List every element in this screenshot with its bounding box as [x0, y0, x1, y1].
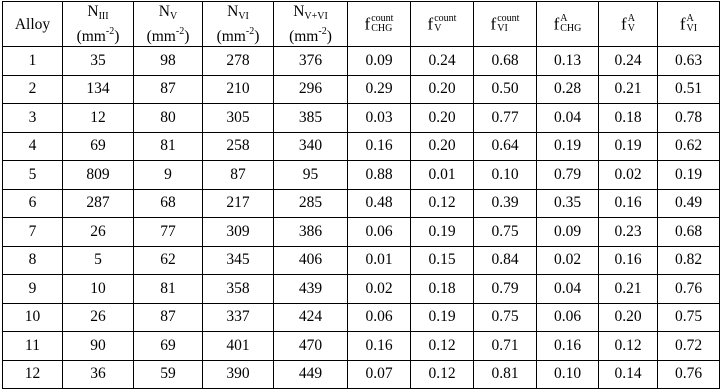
cell-n-v-vi: 406	[274, 246, 348, 275]
cell-n-iii: 69	[63, 132, 134, 161]
cell-f-a-chg: 0.02	[537, 246, 599, 275]
symbol: N	[87, 3, 99, 20]
cell-f-count-vi: 0.81	[474, 360, 537, 389]
cell-f-count-v: 0.15	[411, 246, 474, 275]
superscript: A	[560, 13, 568, 24]
cell-f-count-vi: 0.68	[474, 47, 537, 76]
cell-f-count-vi: 0.64	[474, 132, 537, 161]
cell-f-count-v: 0.18	[411, 275, 474, 304]
cell-f-count-chg: 0.16	[348, 332, 411, 361]
cell-alloy: 10	[3, 303, 63, 332]
subscript: V	[434, 23, 442, 34]
cell-f-a-v: 0.20	[599, 303, 658, 332]
cell-n-iii: 809	[63, 161, 134, 190]
cell-n-vi: 87	[203, 161, 274, 190]
col-header-n-v-vi	[274, 2, 348, 47]
cell-n-v: 81	[134, 132, 203, 161]
cell-f-a-vi: 0.51	[658, 75, 720, 104]
cell-n-vi: 305	[203, 104, 274, 133]
index-stack	[371, 14, 393, 34]
index-stack	[687, 14, 698, 34]
cell-f-a-vi: 0.68	[658, 218, 720, 247]
cell-alloy: 5	[3, 161, 63, 190]
cell-n-v: 87	[134, 303, 203, 332]
cell-f-count-chg: 0.48	[348, 189, 411, 218]
cell-n-v: 81	[134, 275, 203, 304]
symbol: N	[158, 3, 170, 20]
cell-n-v-vi: 340	[274, 132, 348, 161]
cell-f-count-vi: 0.77	[474, 104, 537, 133]
cell-n-iii: 26	[63, 303, 134, 332]
col-header-n-vi	[203, 2, 274, 47]
subscript: VI	[238, 11, 249, 22]
col-header-n-v	[134, 2, 203, 47]
table-row	[3, 104, 720, 133]
cell-n-vi: 358	[203, 275, 274, 304]
symbol: N	[227, 3, 239, 20]
table-row	[3, 360, 720, 389]
symbol: f	[679, 14, 686, 34]
cell-f-count-v: 0.20	[411, 104, 474, 133]
cell-n-v-vi: 95	[274, 161, 348, 190]
cell-n-iii: 90	[63, 332, 134, 361]
symbol: f	[621, 14, 627, 34]
cell-n-v: 62	[134, 246, 203, 275]
cell-n-vi: 278	[203, 47, 274, 76]
cell-f-count-chg: 0.88	[348, 161, 411, 190]
col-header-f-count-v	[411, 2, 474, 47]
unit-close: )	[254, 28, 260, 45]
cell-alloy: 3	[3, 104, 63, 133]
cell-n-v-vi: 449	[274, 360, 348, 389]
index-stack	[434, 14, 456, 34]
table-row	[3, 161, 720, 190]
header-row	[3, 2, 720, 47]
cell-f-a-chg: 0.10	[537, 360, 599, 389]
cell-f-a-chg: 0.16	[537, 332, 599, 361]
cell-f-a-vi: 0.78	[658, 104, 720, 133]
symbol: f	[427, 14, 434, 34]
table-row	[3, 246, 720, 275]
exponent: -2	[175, 26, 185, 37]
cell-n-iii: 35	[63, 47, 134, 76]
cell-n-v: 77	[134, 218, 203, 247]
cell-f-a-chg: 0.04	[537, 104, 599, 133]
cell-f-a-chg: 0.79	[537, 161, 599, 190]
cell-n-v-vi: 285	[274, 189, 348, 218]
table-row	[3, 303, 720, 332]
cell-f-count-v: 0.19	[411, 218, 474, 247]
cell-f-a-vi: 0.76	[658, 275, 720, 304]
col-header-alloy: Alloy	[3, 2, 63, 47]
cell-f-a-v: 0.16	[599, 246, 658, 275]
cell-n-v: 69	[134, 332, 203, 361]
cell-n-v: 9	[134, 161, 203, 190]
data-table	[2, 1, 720, 389]
table-row	[3, 332, 720, 361]
cell-f-count-vi: 0.84	[474, 246, 537, 275]
cell-n-v-vi: 385	[274, 104, 348, 133]
unit-close: )	[114, 28, 120, 45]
cell-f-a-chg: 0.04	[537, 275, 599, 304]
cell-f-a-chg: 0.09	[537, 218, 599, 247]
cell-n-vi: 401	[203, 332, 274, 361]
cell-n-v-vi: 470	[274, 332, 348, 361]
unit: (mm	[146, 28, 176, 45]
cell-f-count-chg: 0.09	[348, 47, 411, 76]
cell-f-a-vi: 0.62	[658, 132, 720, 161]
cell-f-count-chg: 0.07	[348, 360, 411, 389]
cell-f-count-chg: 0.02	[348, 275, 411, 304]
unit: (mm	[289, 28, 319, 45]
cell-f-count-chg: 0.16	[348, 132, 411, 161]
cell-f-a-vi: 0.72	[658, 332, 720, 361]
cell-f-count-vi: 0.75	[474, 303, 537, 332]
unit-close: )	[184, 28, 190, 45]
col-header-f-count-vi	[474, 2, 537, 47]
cell-f-a-chg: 0.06	[537, 303, 599, 332]
index-stack	[560, 14, 581, 34]
table-row	[3, 75, 720, 104]
superscript: A	[627, 13, 635, 24]
superscript: count	[434, 13, 457, 24]
unit-close: )	[326, 28, 332, 45]
table-row	[3, 189, 720, 218]
cell-f-count-v: 0.20	[411, 132, 474, 161]
index-stack	[497, 14, 519, 34]
cell-alloy: 7	[3, 218, 63, 247]
cell-n-vi: 309	[203, 218, 274, 247]
cell-f-a-chg: 0.13	[537, 47, 599, 76]
superscript: count	[371, 13, 394, 24]
exponent: -2	[318, 26, 327, 37]
cell-alloy: 8	[3, 246, 63, 275]
table-row	[3, 47, 720, 76]
cell-n-vi: 210	[203, 75, 274, 104]
cell-n-v-vi: 376	[274, 47, 348, 76]
col-header-f-a-chg	[537, 2, 599, 47]
unit: (mm	[76, 28, 106, 45]
cell-n-iii: 36	[63, 360, 134, 389]
table-body	[3, 47, 720, 389]
subscript: CHG	[371, 23, 393, 34]
col-header-f-a-v	[599, 2, 658, 47]
cell-f-count-chg: 0.01	[348, 246, 411, 275]
cell-alloy: 11	[3, 332, 63, 361]
cell-f-count-v: 0.19	[411, 303, 474, 332]
col-header-n-iii	[63, 2, 134, 47]
cell-f-a-v: 0.21	[599, 75, 658, 104]
cell-alloy: 6	[3, 189, 63, 218]
cell-f-a-v: 0.18	[599, 104, 658, 133]
cell-f-count-v: 0.12	[411, 360, 474, 389]
symbol: N	[293, 3, 305, 20]
cell-alloy: 2	[3, 75, 63, 104]
cell-f-a-chg: 0.28	[537, 75, 599, 104]
cell-f-count-v: 0.01	[411, 161, 474, 190]
cell-f-a-v: 0.24	[599, 47, 658, 76]
cell-f-a-v: 0.23	[599, 218, 658, 247]
subscript: V	[169, 11, 178, 22]
cell-n-iii: 287	[63, 189, 134, 218]
cell-f-count-chg: 0.29	[348, 75, 411, 104]
cell-f-a-vi: 0.82	[658, 246, 720, 275]
cell-f-a-chg: 0.35	[537, 189, 599, 218]
cell-f-a-vi: 0.49	[658, 189, 720, 218]
cell-n-v: 87	[134, 75, 203, 104]
cell-n-v: 59	[134, 360, 203, 389]
cell-f-a-v: 0.12	[599, 332, 658, 361]
cell-n-iii: 5	[63, 246, 134, 275]
exponent: -2	[245, 26, 255, 37]
col-header-f-a-vi	[658, 2, 720, 47]
cell-f-count-chg: 0.06	[348, 218, 411, 247]
cell-n-v: 68	[134, 189, 203, 218]
cell-f-a-v: 0.19	[599, 132, 658, 161]
cell-n-vi: 345	[203, 246, 274, 275]
symbol: f	[553, 14, 560, 34]
cell-n-v-vi: 386	[274, 218, 348, 247]
unit: (mm	[216, 28, 246, 45]
cell-n-vi: 258	[203, 132, 274, 161]
subscript: VI	[686, 23, 698, 34]
subscript: V+VI	[304, 11, 328, 22]
cell-f-count-chg: 0.03	[348, 104, 411, 133]
subscript: VI	[497, 23, 508, 34]
cell-f-a-vi: 0.19	[658, 161, 720, 190]
cell-f-count-vi: 0.75	[474, 218, 537, 247]
cell-n-v-vi: 296	[274, 75, 348, 104]
cell-f-a-vi: 0.75	[658, 303, 720, 332]
cell-n-vi: 390	[203, 360, 274, 389]
cell-alloy: 1	[3, 47, 63, 76]
subscript: CHG	[560, 23, 582, 34]
cell-f-count-chg: 0.06	[348, 303, 411, 332]
cell-n-v-vi: 439	[274, 275, 348, 304]
cell-f-a-vi: 0.63	[658, 47, 720, 76]
table-row	[3, 132, 720, 161]
cell-n-iii: 134	[63, 75, 134, 104]
table-row	[3, 218, 720, 247]
superscript: count	[497, 13, 520, 24]
cell-f-count-vi: 0.50	[474, 75, 537, 104]
symbol: f	[490, 14, 497, 34]
col-header-f-count-chg	[348, 2, 411, 47]
cell-n-vi: 337	[203, 303, 274, 332]
cell-f-a-v: 0.16	[599, 189, 658, 218]
index-stack	[628, 14, 635, 34]
cell-alloy: 4	[3, 132, 63, 161]
cell-n-iii: 26	[63, 218, 134, 247]
cell-f-a-v: 0.21	[599, 275, 658, 304]
cell-f-a-v: 0.14	[599, 360, 658, 389]
cell-f-count-v: 0.12	[411, 189, 474, 218]
cell-f-a-vi: 0.76	[658, 360, 720, 389]
cell-n-v: 98	[134, 47, 203, 76]
cell-f-count-vi: 0.10	[474, 161, 537, 190]
cell-n-vi: 217	[203, 189, 274, 218]
exponent: -2	[105, 26, 115, 37]
cell-f-count-v: 0.24	[411, 47, 474, 76]
cell-n-v: 80	[134, 104, 203, 133]
superscript: A	[686, 13, 694, 24]
cell-n-iii: 10	[63, 275, 134, 304]
table-row	[3, 275, 720, 304]
cell-n-iii: 12	[63, 104, 134, 133]
symbol: f	[364, 14, 371, 34]
cell-alloy: 9	[3, 275, 63, 304]
cell-f-count-vi: 0.71	[474, 332, 537, 361]
cell-f-a-v: 0.02	[599, 161, 658, 190]
cell-f-a-chg: 0.19	[537, 132, 599, 161]
subscript: V	[627, 23, 635, 34]
cell-f-count-v: 0.12	[411, 332, 474, 361]
cell-alloy: 12	[3, 360, 63, 389]
cell-f-count-v: 0.20	[411, 75, 474, 104]
cell-f-count-vi: 0.39	[474, 189, 537, 218]
cell-n-v-vi: 424	[274, 303, 348, 332]
cell-f-count-vi: 0.79	[474, 275, 537, 304]
subscript: III	[98, 11, 109, 22]
